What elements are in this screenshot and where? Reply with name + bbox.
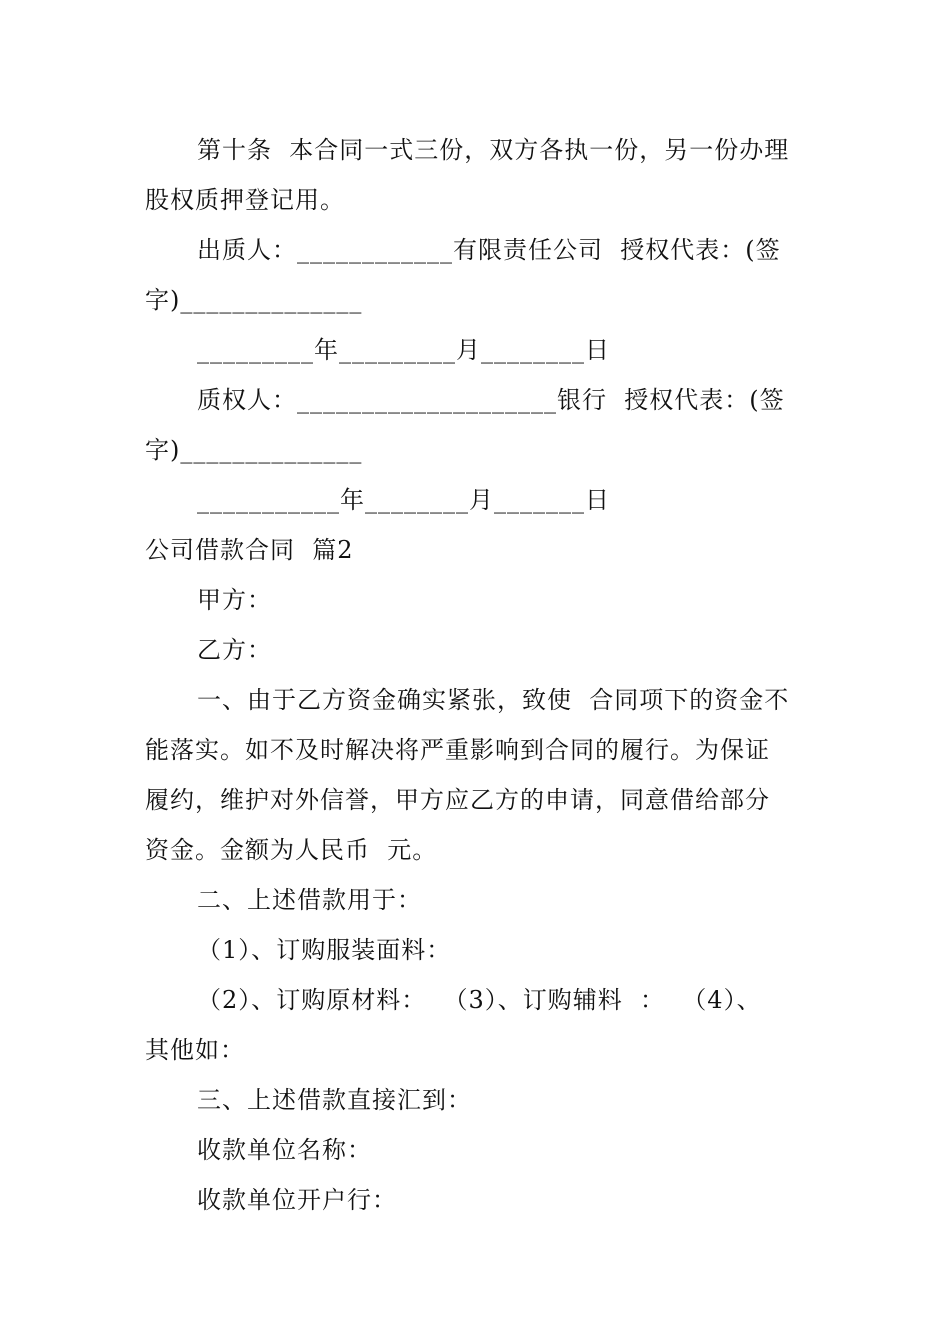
pledgor-date-line: _________年_________月________日 [197, 336, 610, 364]
pledgee-line: 质权人：____________________银行 授权代表：(签 [197, 386, 785, 414]
pledgee-signature-line: 字)______________ [145, 436, 363, 464]
article-10-line-2: 股权质押登记用。 [145, 186, 345, 214]
article-10-line-1: 第十条 本合同一式三份，双方各执一份，另一份办理 [197, 136, 790, 164]
party-a-line: 甲方： [197, 586, 272, 614]
payee-name-line: 收款单位名称： [197, 1136, 372, 1164]
clause-1-line-4: 资金。金额为人民币 元。 [145, 836, 438, 864]
clause-1-line-1: 一、由于乙方资金确实紧张，致使 合同项下的资金不 [197, 686, 790, 714]
pledgor-line: 出质人：____________有限责任公司 授权代表：(签 [197, 236, 781, 264]
clause-2-item-1: （1）、订购服装面料： [197, 936, 452, 964]
clause-1-line-2: 能落实。如不及时解决将严重影响到合同的履行。为保证 [145, 736, 770, 764]
clause-2-other: 其他如： [145, 1036, 245, 1064]
clause-1-line-3: 履约，维护对外信誉，甲方应乙方的申请，同意借给部分 [145, 786, 770, 814]
party-b-line: 乙方： [197, 636, 272, 664]
section-heading: 公司借款合同 篇2 [145, 536, 354, 564]
clause-3-heading: 三、上述借款直接汇到： [197, 1086, 472, 1114]
pledgor-signature-line: 字)______________ [145, 286, 363, 314]
clause-2-heading: 二、上述借款用于： [197, 886, 422, 914]
clause-2-items-2-4: （2）、订购原材料： （3）、订购辅料 ： （4）、 [197, 986, 762, 1014]
payee-bank-line: 收款单位开户行： [197, 1186, 397, 1214]
pledgee-date-line: ___________年________月_______日 [197, 486, 610, 514]
